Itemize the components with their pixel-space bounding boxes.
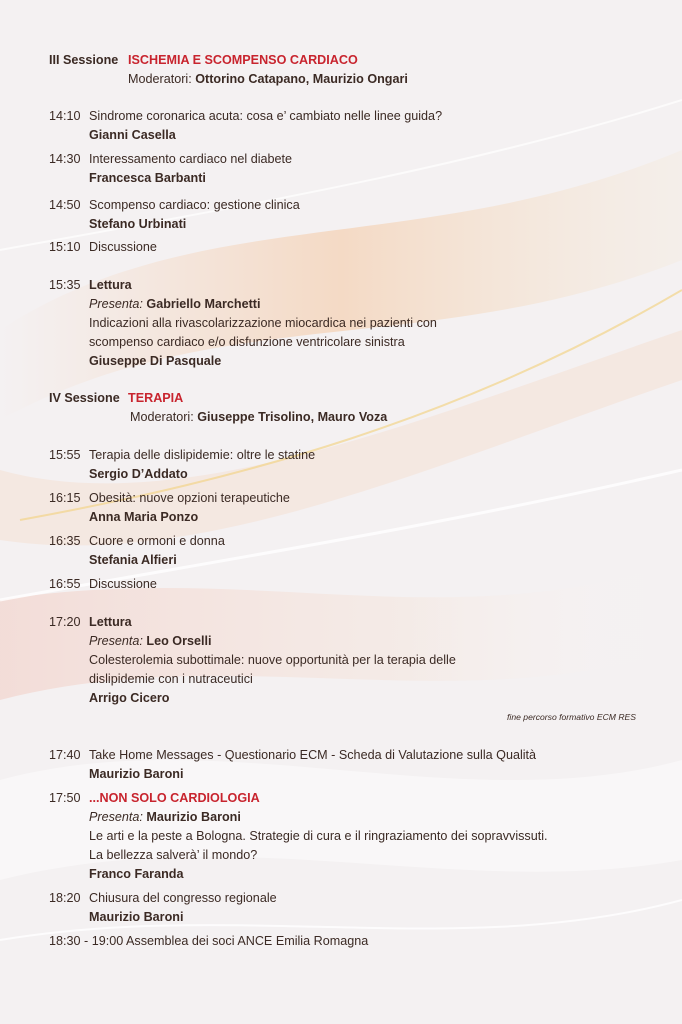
item-speaker: Gianni Casella [89,128,176,142]
item-title: Scompenso cardiaco: gestione clinica [89,198,300,212]
nsc-presenter [89,809,241,825]
item-time: 15:10 [49,240,81,254]
presenter-name: Gabriello Marchetti [146,297,261,311]
lecture-label: Lettura [89,278,132,292]
lecture-title-line-1: Colesterolemia subottimale: nuove opportunità per la terapia delle [89,653,456,667]
item-time: 14:30 [49,152,81,166]
item-speaker: Sergio D’Addato [89,467,188,481]
item-time: 16:55 [49,577,81,591]
item-title: Obesità: nuove opzioni terapeutiche [89,491,290,505]
ecm-note: fine percorso formativo ECM RES [507,712,636,722]
nsc-title-line-2: La bellezza salverà’ il mondo? [89,848,258,862]
item-time: 15:55 [49,448,81,462]
item-speaker: Maurizio Baroni [89,767,184,781]
item-time: 17:50 [49,791,81,805]
item-title: Chiusura del congresso regionale [89,891,277,905]
non-solo-cardiologia-title: ...NON SOLO CARDIOLOGIA [89,791,260,805]
presents-label: Presenta: [89,297,143,311]
moderators-names: Ottorino Catapano, Maurizio Ongari [195,72,408,86]
lecture-title-line-2: dislipidemie con i nutraceutici [89,672,253,686]
session-3-label: III Sessione [49,53,119,67]
item-speaker: Maurizio Baroni [89,910,184,924]
item-speaker: Francesca Barbanti [89,171,206,185]
nsc-title-line-1: Le arti e la peste a Bologna. Strategie di cura e il ringraziamento dei sopravvissuti. [89,829,548,843]
lecture-speaker: Arrigo Cicero [89,691,170,705]
item-time: 18:20 [49,891,81,905]
item-time: 14:10 [49,109,81,123]
lecture-time: 17:20 [49,615,81,629]
item-title: Take Home Messages - Questionario ECM - Scheda di Valutazione sulla Qualità [89,748,537,762]
item-speaker: Stefano Urbinati [89,217,187,231]
moderators-label: Moderatori: [130,410,194,424]
session-3-moderators [128,71,408,87]
lecture-speaker: Giuseppe Di Pasquale [89,354,222,368]
nsc-speaker: Franco Faranda [89,867,184,881]
presents-label: Presenta: [89,810,143,824]
assembly-line: 18:30 - 19:00 Assemblea dei soci ANCE Emilia Romagna [49,934,369,948]
item-time: 17:40 [49,748,81,762]
item-title: Discussione [89,577,157,591]
session-4-moderators [130,409,387,425]
lecture-time: 15:35 [49,278,81,292]
presents-label: Presenta: [89,634,143,648]
session-4-title: TERAPIA [128,391,184,405]
item-title: Cuore e ormoni e donna [89,534,225,548]
item-title: Discussione [89,240,157,254]
lecture-label: Lettura [89,615,132,629]
item-time: 16:35 [49,534,81,548]
item-title: Terapia delle dislipidemie: oltre le statine [89,448,316,462]
item-title: Interessamento cardiaco nel diabete [89,152,293,166]
lecture-presenter [89,296,260,312]
item-speaker: Stefania Alfieri [89,553,177,567]
item-time: 16:15 [49,491,81,505]
session-3-title: ISCHEMIA E SCOMPENSO CARDIACO [128,53,358,67]
lecture-title-line-1: Indicazioni alla rivascolarizzazione miocardica nei pazienti con [89,316,437,330]
lecture-presenter [89,633,212,649]
item-time: 14:50 [49,198,81,212]
moderators-label: Moderatori: [128,72,192,86]
lecture-title-line-2: scompenso cardiaco e/o disfunzione ventricolare sinistra [89,335,405,349]
item-title: Sindrome coronarica acuta: cosa e’ cambiato nelle linee guida? [89,109,443,123]
presenter-name: Maurizio Baroni [146,810,241,824]
item-speaker: Anna Maria Ponzo [89,510,199,524]
session-4-label: IV Sessione [49,391,120,405]
moderators-names: Giuseppe Trisolino, Mauro Voza [197,410,388,424]
presenter-name: Leo Orselli [146,634,212,648]
